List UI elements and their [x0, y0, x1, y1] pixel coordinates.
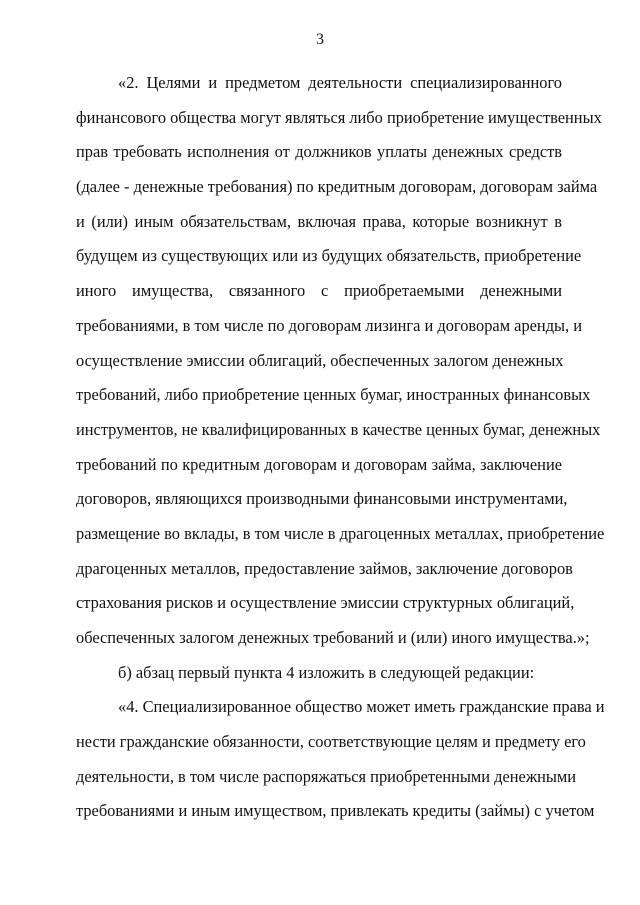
text-line: страхования рисков и осуществление эмиссии структурных облигаций,: [76, 593, 575, 613]
text-line: «2. Целями и предметом деятельности специализированного: [118, 73, 562, 92]
text-line: б) абзац первый пункта 4 изложить в следующей редакции:: [118, 662, 535, 682]
text-line: требований по кредитным договорам и договорам займа, заключение: [76, 454, 562, 474]
text-line: деятельности, в том числе распоряжаться приобретенными денежными: [76, 766, 577, 786]
text-line: требованиями и иным имуществом, привлекать кредиты (займы) с учетом: [76, 801, 595, 821]
text-line: обеспеченных залогом денежных требований и (или) иного имущества.»;: [76, 628, 590, 647]
text-line: иного имущества, связанного с приобретаемыми денежными: [76, 281, 562, 301]
text-line: нести гражданские обязанности, соответствующие целям и предмету его: [76, 732, 586, 752]
text-line: (далее - денежные требования) по кредитным договорам, договорам займа: [76, 177, 598, 197]
text-line: требований, либо приобретение ценных бумаг, иностранных финансовых: [76, 385, 591, 405]
text-line: инструментов, не квалифицированных в качестве ценных бумаг, денежных: [76, 419, 601, 439]
document-body: [76, 66, 605, 829]
text-line: будущем из существующих или из будущих обязательств, приобретение: [76, 246, 582, 266]
text-line: размещение во вклады, в том числе в драгоценных металлах, приобретение: [76, 523, 605, 543]
text-line: осуществление эмиссии облигаций, обеспеченных залогом денежных: [76, 350, 564, 370]
text-line: драгоценных металлов, предоставление займов, заключение договоров: [76, 558, 573, 578]
text-line: и (или) иным обязательствам, включая права, которые возникнут в: [76, 211, 562, 231]
text-line: «4. Специализированное общество может иметь гражданские права и: [118, 697, 605, 717]
page-number: 3: [316, 31, 324, 48]
text-line: требованиями, в том числе по договорам лизинга и договорам аренды, и: [76, 315, 583, 335]
text-line: финансового общества могут являться либо приобретение имущественных: [76, 107, 602, 127]
text-line: договоров, являющихся производными финансовыми инструментами,: [76, 489, 568, 509]
text-line: прав требовать исполнения от должников уплаты денежных средств: [76, 142, 562, 162]
